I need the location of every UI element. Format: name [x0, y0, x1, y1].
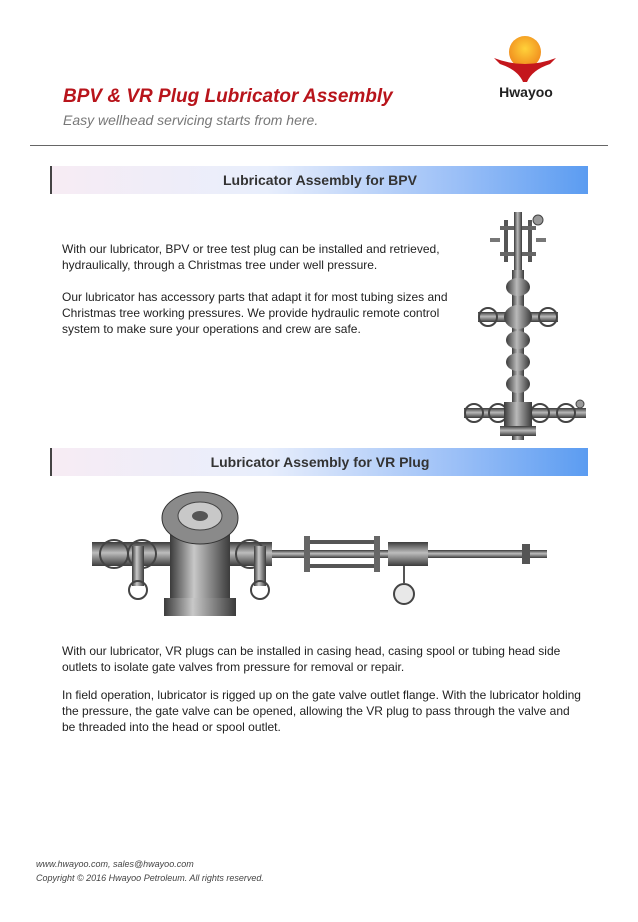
section-banner-vr	[50, 448, 588, 476]
footer-contact: www.hwayoo.com, sales@hwayoo.com	[36, 859, 194, 869]
logo-text: Hwayoo	[499, 84, 553, 100]
bpv-paragraph-2: Our lubricator has accessory parts that adapt it for most tubing sizes and Christmas tree working pressures. We provide hydraulic remote control system to make sure your operations and crew are safe.	[62, 290, 448, 336]
vr-paragraph-2: In field operation, lubricator is rigged up on the gate valve outlet flange. With the lubricator holding the pressure, the gate valve can be opened, allowing the VR plug to pass through the valve and be threaded into the head or spool outlet.	[62, 688, 581, 734]
vr-paragraph-1: With our lubricator, VR plugs can be installed in casing head, casing spool or tubing head side outlets to isolate gate valves from pressure for removal or repair.	[62, 644, 561, 674]
page-title: BPV & VR Plug Lubricator Assembly	[63, 86, 393, 107]
section-banner-bpv	[50, 166, 588, 194]
vr-lubricator-illustration	[92, 488, 552, 628]
section-heading-vr: Lubricator Assembly for VR Plug	[210, 454, 430, 470]
footer-copyright: Copyright © 2016 Hwayoo Petroleum. All rights reserved.	[36, 873, 264, 883]
page-subtitle: Easy wellhead servicing starts from here.	[63, 112, 319, 128]
bpv-lubricator-illustration	[460, 212, 590, 440]
header-divider	[30, 145, 608, 146]
section-heading-bpv: Lubricator Assembly for BPV	[223, 172, 417, 188]
bpv-paragraph-1: With our lubricator, BPV or tree test plug can be installed and retrieved, hydraulically, through a Christmas tree under well pressure.	[62, 242, 440, 272]
